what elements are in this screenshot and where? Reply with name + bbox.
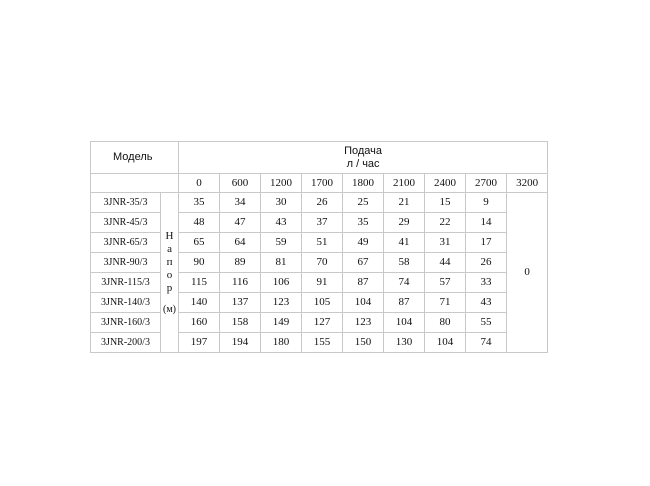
head-value-cell: 91 xyxy=(302,273,343,293)
head-value-cell: 67 xyxy=(343,253,384,273)
head-value-cell: 57 xyxy=(425,273,466,293)
table-row xyxy=(91,333,548,353)
head-value-cell: 140 xyxy=(179,293,220,313)
head-value-cell: 106 xyxy=(261,273,302,293)
head-label-letter: р xyxy=(166,281,173,294)
head-value-cell: 26 xyxy=(466,253,507,273)
head-value-cell: 104 xyxy=(384,313,425,333)
head-value-cell: 116 xyxy=(220,273,261,293)
head-value-cell: 105 xyxy=(302,293,343,313)
head-value-cell: 17 xyxy=(466,233,507,253)
head-value-cell: 15 xyxy=(425,193,466,213)
flow-value-cell: 1800 xyxy=(343,174,384,193)
head-label-letter: Н xyxy=(165,229,174,242)
head-value-cell: 64 xyxy=(220,233,261,253)
head-value-cell: 194 xyxy=(220,333,261,353)
head-value-cell: 26 xyxy=(302,193,343,213)
head-value-cell: 9 xyxy=(466,193,507,213)
head-label-cell xyxy=(161,193,179,353)
head-value-cell: 160 xyxy=(179,313,220,333)
head-value-cell: 70 xyxy=(302,253,343,273)
table-row xyxy=(91,193,548,213)
head-value-cell: 29 xyxy=(384,213,425,233)
model-name-cell: 3JNR-90/3 xyxy=(91,253,161,273)
head-label-letter: а xyxy=(167,242,172,255)
table-row xyxy=(91,233,548,253)
head-value-cell: 123 xyxy=(261,293,302,313)
head-value-cell: 37 xyxy=(302,213,343,233)
head-value-cell: 25 xyxy=(343,193,384,213)
head-value-cell: 47 xyxy=(220,213,261,233)
head-value-cell: 137 xyxy=(220,293,261,313)
model-name-cell: 3JNR-65/3 xyxy=(91,233,161,253)
flow-value-cell: 3200 xyxy=(507,174,548,193)
head-value-cell: 59 xyxy=(261,233,302,253)
head-value-cell: 127 xyxy=(302,313,343,333)
table-row xyxy=(91,273,548,293)
pump-performance-table xyxy=(90,141,548,353)
flow-value-cell: 2700 xyxy=(466,174,507,193)
head-value-cell: 104 xyxy=(425,333,466,353)
table-row xyxy=(91,253,548,273)
head-label-vertical xyxy=(161,230,178,316)
head-value-cell: 155 xyxy=(302,333,343,353)
model-name-cell: 3JNR-35/3 xyxy=(91,193,161,213)
table-row xyxy=(91,213,548,233)
head-unit-label: (м) xyxy=(163,303,176,315)
head-value-cell: 43 xyxy=(466,293,507,313)
head-label-letter: о xyxy=(166,268,173,281)
head-value-cell: 71 xyxy=(425,293,466,313)
flow-value-cell: 600 xyxy=(220,174,261,193)
head-value-cell: 87 xyxy=(384,293,425,313)
flow-value-cell: 2100 xyxy=(384,174,425,193)
flow-header xyxy=(179,142,548,174)
head-value-cell: 58 xyxy=(384,253,425,273)
flow-title: Подача xyxy=(344,145,383,158)
head-value-cell: 35 xyxy=(343,213,384,233)
head-value-cell: 55 xyxy=(466,313,507,333)
head-value-cell: 150 xyxy=(343,333,384,353)
head-value-cell: 149 xyxy=(261,313,302,333)
head-value-cell: 104 xyxy=(343,293,384,313)
model-name-cell: 3JNR-115/3 xyxy=(91,273,161,293)
head-value-cell: 74 xyxy=(466,333,507,353)
empty-corner-cell xyxy=(91,174,179,193)
head-value-cell: 44 xyxy=(425,253,466,273)
head-value-cell: 180 xyxy=(261,333,302,353)
flow-unit: л / час xyxy=(346,157,380,170)
model-name-cell: 3JNR-45/3 xyxy=(91,213,161,233)
model-column-header: Модель xyxy=(91,142,179,174)
flow-values-row xyxy=(91,174,548,193)
head-value-cell: 74 xyxy=(384,273,425,293)
head-value-cell: 123 xyxy=(343,313,384,333)
head-value-cell: 89 xyxy=(220,253,261,273)
flow-value-cell: 1700 xyxy=(302,174,343,193)
flow-value-cell: 0 xyxy=(179,174,220,193)
table-header-row xyxy=(91,142,548,174)
table-row xyxy=(91,313,548,333)
head-value-cell: 81 xyxy=(261,253,302,273)
head-value-cell: 197 xyxy=(179,333,220,353)
head-value-cell: 80 xyxy=(425,313,466,333)
head-value-cell: 90 xyxy=(179,253,220,273)
zero-flow-head-cell: 0 xyxy=(507,193,548,353)
head-value-cell: 51 xyxy=(302,233,343,253)
head-value-cell: 34 xyxy=(220,193,261,213)
head-value-cell: 49 xyxy=(343,233,384,253)
table-row xyxy=(91,293,548,313)
model-name-cell: 3JNR-200/3 xyxy=(91,333,161,353)
head-value-cell: 115 xyxy=(179,273,220,293)
head-value-cell: 130 xyxy=(384,333,425,353)
head-label-letter: п xyxy=(166,255,173,268)
head-value-cell: 87 xyxy=(343,273,384,293)
flow-value-cell: 1200 xyxy=(261,174,302,193)
model-name-cell: 3JNR-160/3 xyxy=(91,313,161,333)
head-value-cell: 31 xyxy=(425,233,466,253)
head-value-cell: 41 xyxy=(384,233,425,253)
head-value-cell: 30 xyxy=(261,193,302,213)
head-value-cell: 33 xyxy=(466,273,507,293)
head-value-cell: 14 xyxy=(466,213,507,233)
head-value-cell: 65 xyxy=(179,233,220,253)
head-value-cell: 43 xyxy=(261,213,302,233)
head-value-cell: 48 xyxy=(179,213,220,233)
model-name-cell: 3JNR-140/3 xyxy=(91,293,161,313)
head-value-cell: 158 xyxy=(220,313,261,333)
head-value-cell: 35 xyxy=(179,193,220,213)
head-value-cell: 22 xyxy=(425,213,466,233)
head-value-cell: 21 xyxy=(384,193,425,213)
flow-value-cell: 2400 xyxy=(425,174,466,193)
